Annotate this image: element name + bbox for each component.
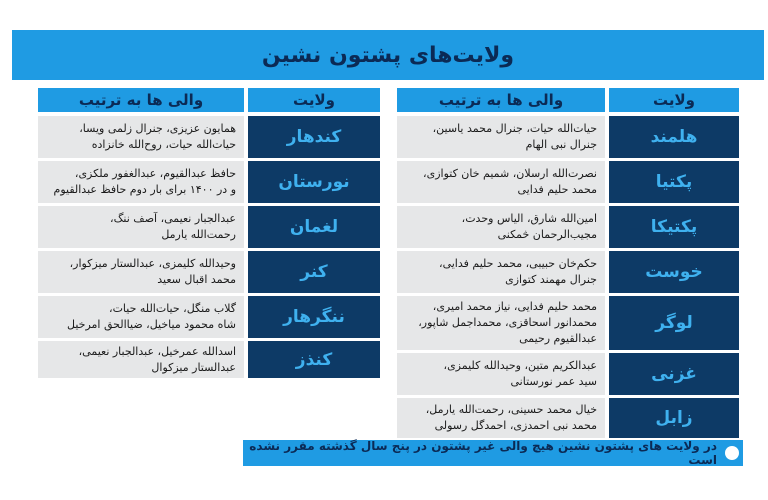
- governor-line: عبدالستار میزکوال: [151, 360, 236, 374]
- province-cell: کنر: [248, 251, 380, 293]
- governor-line: عبدالکریم متین، وحیدالله کلیمزی،: [443, 359, 597, 372]
- page-title: ولایت‌های پشتون نشین: [12, 30, 764, 80]
- governor-line: وحیدالله کلیمزی، عبدالستار میزکوار،: [69, 257, 236, 270]
- governor-line: همایون عزیزی، جنرال زلمی ویسا،: [79, 122, 236, 135]
- governors-cell: [38, 296, 244, 338]
- governors-cell: [38, 116, 244, 158]
- governor-line: سید عمر نورستانی: [510, 375, 597, 388]
- governors-cell: [38, 161, 244, 203]
- governors-cell: [397, 353, 605, 395]
- governor-line: امین‌الله شارق، الیاس وحدت،: [461, 212, 597, 225]
- governors-cell: [38, 251, 244, 293]
- governors-cell: [397, 206, 605, 248]
- province-cell: کندهار: [248, 116, 380, 158]
- province-cell: پکتیا: [609, 161, 739, 203]
- province-cell: پکتیکا: [609, 206, 739, 248]
- footnote-text: در ولایت های پشتون نشین هیچ والی غیر پشتون در پنج سال گذشته مقرر نشده است: [249, 439, 717, 467]
- footnote: [243, 440, 743, 466]
- province-cell: نورستان: [248, 161, 380, 203]
- governors-cell: [397, 116, 605, 158]
- governors-cell: [397, 398, 605, 438]
- province-cell: زابل: [609, 398, 739, 438]
- governor-line: گلاب منگل، حیات‌الله حیات،: [109, 302, 236, 315]
- governor-line: اسدالله عمرخیل، عبدالجبار نعیمی،: [78, 344, 236, 358]
- governor-line: حافظ عبدالقیوم، عبدالغفور ملکزی،: [74, 167, 236, 180]
- governors-cell: [38, 206, 244, 248]
- governor-line: شاه محمود میاخیل، ضیاالحق امرخیل: [67, 318, 236, 331]
- governor-line: محمد اقبال سعید: [157, 273, 236, 286]
- governor-line: محمدانور اسحاقزی، محمداجمل شاپور،: [418, 316, 597, 329]
- left-province-header: ولایت: [248, 88, 380, 112]
- governor-line: خیال محمد حسینی، رحمت‌الله یارمل،: [425, 403, 597, 416]
- governors-cell: [397, 296, 605, 350]
- governor-line: جنرال مهمند کتوازی: [505, 273, 597, 286]
- province-cell: هلمند: [609, 116, 739, 158]
- governor-line: نصرت‌الله ارسلان، شمیم خان کتوازی،: [423, 167, 597, 180]
- right-province-header: ولایت: [609, 88, 739, 112]
- governors-cell: [38, 341, 244, 378]
- province-cell: ننگرهار: [248, 296, 380, 338]
- province-cell: لغمان: [248, 206, 380, 248]
- governor-line: حیات‌الله حیات، روح‌الله خانزاده: [91, 138, 236, 151]
- province-cell: کنذز: [248, 341, 380, 378]
- right-governors-header: والی ها به ترتیب: [397, 88, 605, 112]
- governor-line: رحمت‌الله یارمل: [161, 228, 236, 241]
- governor-line: عبدالجبار نعیمی، آصف ننگ،: [110, 212, 236, 225]
- governor-line: حیات‌الله حیات، جنرال محمد یاسین،: [432, 122, 597, 135]
- left-governors-header: والی ها به ترتیب: [38, 88, 244, 112]
- province-cell: لوگر: [609, 296, 739, 350]
- governor-line: محمد حلیم فدایی: [517, 183, 597, 196]
- governors-cell: [397, 251, 605, 293]
- governor-line: محمد حلیم فدایی، نیاز محمد امیری،: [432, 300, 597, 313]
- governor-line: و در ۱۴۰۰ برای بار دوم حافظ عبدالقیوم: [53, 183, 236, 196]
- bullet-icon: [725, 446, 739, 460]
- governor-line: جنرال نبی الهام: [525, 138, 597, 151]
- governor-line: عبدالقیوم رحیمی: [519, 332, 597, 345]
- governors-cell: [397, 161, 605, 203]
- governor-line: محمد نبی احمدزی، احمدگل رسولی: [434, 419, 597, 432]
- province-cell: غزنی: [609, 353, 739, 395]
- province-cell: خوست: [609, 251, 739, 293]
- governor-line: مجیب‌الرحمان څمکنی: [497, 228, 597, 241]
- governor-line: حکم‌خان حبیبی، محمد حلیم فدایی،: [439, 257, 597, 270]
